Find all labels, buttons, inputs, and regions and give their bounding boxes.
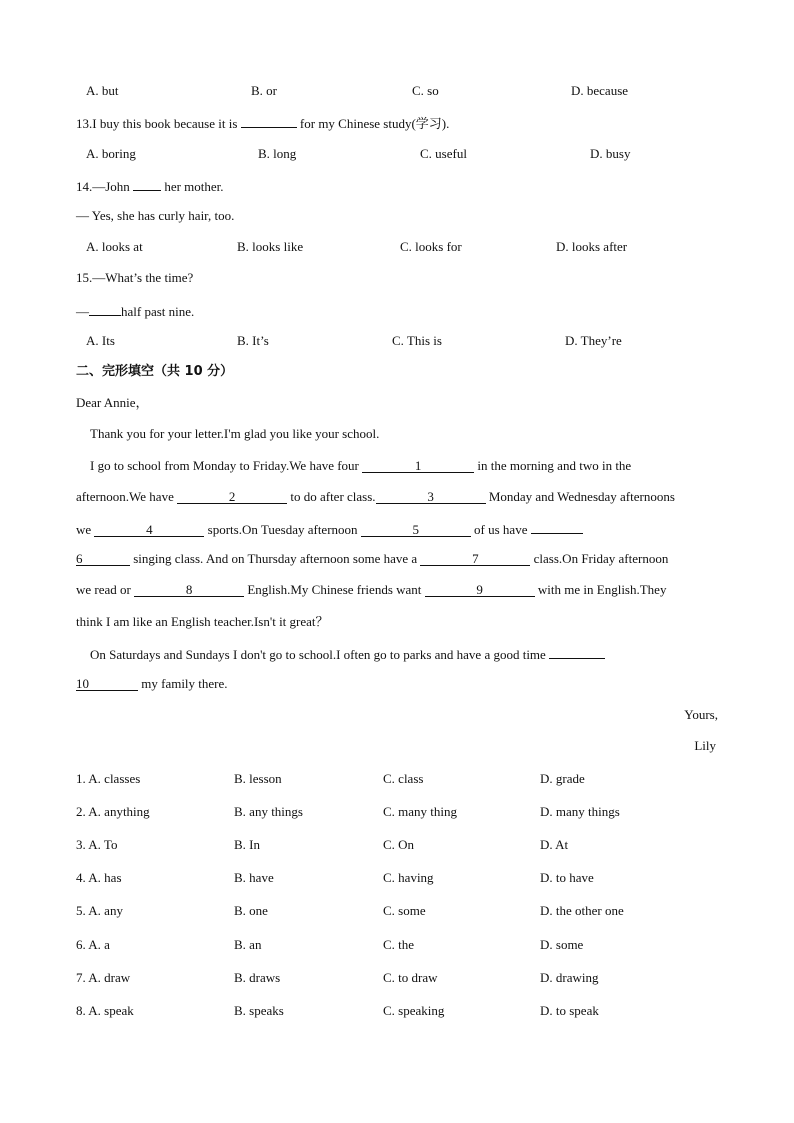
cloze-blank-6-start[interactable] xyxy=(531,520,583,534)
cloze-q1-option-b[interactable]: B. lesson xyxy=(234,771,282,786)
cloze-q7-option-b[interactable]: B. draws xyxy=(234,970,281,985)
cloze-q2-options xyxy=(0,804,794,822)
cloze-q7-option-c[interactable]: C. to draw xyxy=(383,970,438,985)
cloze-q1-option-d[interactable]: D. grade xyxy=(540,771,585,786)
q15-option-b[interactable]: B. It’s xyxy=(237,333,269,348)
q14-stem: 14.—John her mother. xyxy=(76,179,224,194)
q13-options xyxy=(0,146,794,164)
cloze-q4-option-b[interactable]: B. have xyxy=(234,870,274,885)
cloze-q4-option-a[interactable]: 4. A. has xyxy=(76,870,122,885)
cloze-q1-options xyxy=(0,771,794,789)
q14-reply: — Yes, she has curly hair, too. xyxy=(76,208,235,223)
q14-blank[interactable] xyxy=(133,177,161,191)
q13-option-b[interactable]: B. long xyxy=(258,146,297,161)
cloze-q7-option-d[interactable]: D. drawing xyxy=(540,970,599,985)
letter-closing: Yours, xyxy=(684,707,718,722)
cloze-q3-option-c[interactable]: C. On xyxy=(383,837,415,852)
cloze-q6-option-b[interactable]: B. an xyxy=(234,937,262,952)
q15-blank[interactable] xyxy=(89,302,121,316)
q14-option-b[interactable]: B. looks like xyxy=(237,239,304,254)
letter-para1: Thank you for your letter.I'm glad you like your school. xyxy=(90,426,380,441)
q15-option-d[interactable]: D. They’re xyxy=(565,333,622,348)
cloze-q1-option-c[interactable]: C. class xyxy=(383,771,424,786)
cloze-q1-option-a[interactable]: 1. A. classes xyxy=(76,771,141,786)
letter-line4: 6 singing class. And on Thursday afternoon some have a 7 class.On Friday afternoon xyxy=(76,551,669,566)
cloze-blank-4[interactable]: 4 xyxy=(94,523,204,537)
cloze-q2-option-d[interactable]: D. many things xyxy=(540,804,620,819)
letter-signature: Lily xyxy=(694,738,716,753)
cloze-q6-options xyxy=(0,937,794,955)
cloze-q8-option-b[interactable]: B. speaks xyxy=(234,1003,284,1018)
cloze-blank-7[interactable]: 7 xyxy=(420,552,530,566)
letter-line5: we read or 8 English.My Chinese friends want 9 with me in English.They xyxy=(76,582,667,597)
cloze-q3-options xyxy=(0,837,794,855)
q14-options xyxy=(0,239,794,257)
q13-blank[interactable] xyxy=(241,114,297,128)
q14-option-c[interactable]: C. looks for xyxy=(400,239,462,254)
cloze-q5-options xyxy=(0,903,794,921)
cloze-q5-option-d[interactable]: D. the other one xyxy=(540,903,624,918)
q14-option-d[interactable]: D. looks after xyxy=(556,239,628,254)
cloze-blank-9[interactable]: 9 xyxy=(425,583,535,597)
letter-line7: On Saturdays and Sundays I don't go to school.I often go to parks and have a good time xyxy=(90,645,605,663)
cloze-blank-3[interactable]: 3 xyxy=(376,490,486,504)
cloze-q5-option-a[interactable]: 5. A. any xyxy=(76,903,123,918)
cloze-blank-10[interactable]: 10 xyxy=(76,677,138,691)
q15-option-a[interactable]: A. Its xyxy=(86,333,115,348)
q15-stem: 15.—What’s the time? xyxy=(76,270,194,285)
q13-option-a[interactable]: A. boring xyxy=(86,146,136,161)
cloze-q4-option-d[interactable]: D. to have xyxy=(540,870,594,885)
cloze-q8-option-c[interactable]: C. speaking xyxy=(383,1003,445,1018)
q15-option-c[interactable]: C. This is xyxy=(392,333,442,348)
cloze-q6-option-c[interactable]: C. the xyxy=(383,937,415,952)
letter-line1: I go to school from Monday to Friday.We have four 1 in the morning and two in the xyxy=(90,458,632,473)
q13-stem: 13.I buy this book because it is for my Chinese study(学习). xyxy=(76,116,450,131)
cloze-q7-options xyxy=(0,970,794,988)
cloze-blank-5[interactable]: 5 xyxy=(361,523,471,537)
q12-option-b[interactable]: B. or xyxy=(251,83,277,98)
cloze-q8-option-d[interactable]: D. to speak xyxy=(540,1003,599,1018)
cloze-q3-option-a[interactable]: 3. A. To xyxy=(76,837,118,852)
cloze-q2-option-b[interactable]: B. any things xyxy=(234,804,303,819)
letter-greeting: Dear Annie， xyxy=(76,395,149,410)
q13-option-c[interactable]: C. useful xyxy=(420,146,467,161)
cloze-blank-6[interactable]: 6 xyxy=(76,552,130,566)
cloze-q3-option-d[interactable]: D. At xyxy=(540,837,569,852)
cloze-q2-option-a[interactable]: 2. A. anything xyxy=(76,804,150,819)
letter-line6: think I am like an English teacher.Isn't it great？ xyxy=(76,614,329,629)
cloze-q6-option-a[interactable]: 6. A. a xyxy=(76,937,110,952)
cloze-q7-option-a[interactable]: 7. A. draw xyxy=(76,970,131,985)
q12-option-d[interactable]: D. because xyxy=(571,83,629,98)
cloze-q2-option-c[interactable]: C. many thing xyxy=(383,804,458,819)
section2-title: 二、完形填空（共 10 分） xyxy=(76,364,234,379)
cloze-q6-option-d[interactable]: D. some xyxy=(540,937,584,952)
cloze-blank-8[interactable]: 8 xyxy=(134,583,244,597)
letter-line3: we 4 sports.On Tuesday afternoon 5 of us have xyxy=(76,520,583,538)
cloze-q4-options xyxy=(0,870,794,888)
q14-option-a[interactable]: A. looks at xyxy=(86,239,143,254)
q12-option-a[interactable]: A. but xyxy=(86,83,119,98)
cloze-q8-option-a[interactable]: 8. A. speak xyxy=(76,1003,134,1018)
cloze-q5-option-c[interactable]: C. some xyxy=(383,903,426,918)
cloze-q3-option-b[interactable]: B. In xyxy=(234,837,260,852)
cloze-blank-1[interactable]: 1 xyxy=(362,459,474,473)
cloze-q5-option-b[interactable]: B. one xyxy=(234,903,268,918)
q12-option-c[interactable]: C. so xyxy=(412,83,439,98)
q12-options xyxy=(0,83,794,101)
q15-options xyxy=(0,333,794,351)
q15-reply: — half past nine. xyxy=(76,304,195,319)
cloze-q8-options xyxy=(0,1003,794,1021)
letter-line8: 10 my family there. xyxy=(76,676,228,691)
letter-line2: afternoon.We have 2 to do after class. 3 Monday and Wednesday afternoons xyxy=(76,489,675,504)
cloze-blank-2[interactable]: 2 xyxy=(177,490,287,504)
cloze-blank-10-start[interactable] xyxy=(549,645,605,659)
q13-option-d[interactable]: D. busy xyxy=(590,146,631,161)
cloze-q4-option-c[interactable]: C. having xyxy=(383,870,434,885)
